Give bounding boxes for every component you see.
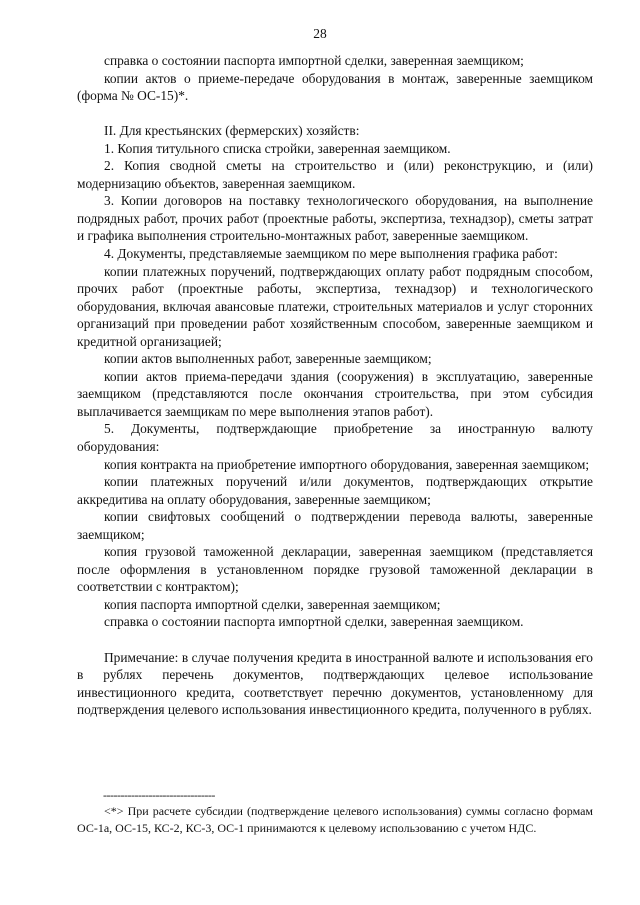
note-paragraph: Примечание: в случае получения кредита в иностранной валюте и использования его в рублях перечень документов, подтверждающих целевое использование инвестиционного кредита, соответствует перечню документов, установленному для подтверждения целевого использования инвестиционного кредита, полученного в рублях. [77,649,593,718]
paragraph: 5. Документы, подтверждающие приобретение за иностранную валюту оборудования: [77,421,593,454]
paragraph: справка о состоянии паспорта импортной сделки, заверенная заемщиком. [104,614,524,630]
paragraph-gap [77,105,593,123]
paragraph: копии платежных поручений и/или документов, подтверждающих открытие аккредитива на оплату оборудования, заверенные заемщиком; [77,474,593,507]
paragraph: копии актов приема-передачи здания (сооружения) в эксплуатацию, заверенные заемщиком (представляются после окончания строительства, при этом субсидия выплачивается заемщикам по мере выполнения этапов работ). [77,368,593,419]
paragraph: 1. Копия титульного списка стройки, заверенная заемщиком. [104,140,451,156]
paragraph: 2. Копия сводной сметы на строительство и (или) реконструкцию, и (или) модернизацию объектов, заверенная заемщиком. [77,158,593,191]
paragraph: 3. Копии договоров на поставку технологического оборудования, на выполнение подрядных работ, прочих работ (проектные работы, экспертиза, технадзор), сметы затрат и графика выполнения строительно-монтажных работ, заверенные заемщиком. [77,193,593,244]
paragraph: копии актов выполненных работ, заверенные заемщиком; [104,351,432,367]
paragraph: копии актов о приеме-передаче оборудования в монтаж, заверенные заемщиком (форма № ОС-15)*. [77,70,593,104]
paragraph: копия контракта на приобретение импортного оборудования, заверенная заемщиком; [104,456,590,472]
paragraph: копия паспорта импортной сделки, заверенная заемщиком; [104,596,441,612]
paragraph: копия грузовой таможенной декларации, заверенная заемщиком (представляется после оформления в установленном порядке грузовой таможенной декларации в соответствии с контрактом); [77,544,593,595]
paragraph-gap [77,631,593,649]
footnote-separator: -------------------------------- [103,788,215,802]
section-heading: II. Для крестьянских (фермерских) хозяйств: [104,123,360,139]
footnote: <*> При расчете субсидии (подтверждение целевого использования) суммы согласно формам ОС-1а, ОС-15, КС-2, КС-3, ОС-1 принимаются к целевому использованию с учетом НДС. [77,804,593,835]
paragraph: 4. Документы, представляемые заемщиком по мере выполнения графика работ: [104,245,558,261]
page-number: 28 [313,26,327,41]
paragraph: копии свифтовых сообщений о подтверждении перевода валюты, заверенные заемщиком; [77,509,593,542]
paragraph: справка о состоянии паспорта импортной сделки, заверенная заемщиком; [104,53,524,68]
paragraph: копии платежных поручений, подтверждающих оплату работ подрядным способом, прочих работ (проектные работы, экспертиза, технадзор) и технологического оборудования, включая авансовые платежи, строительных материалов и услуг сторонних организаций при проведении работ хозяйственным способом, заверенные заемщиком и кредитной организацией; [77,263,593,349]
document-body [77,52,593,719]
